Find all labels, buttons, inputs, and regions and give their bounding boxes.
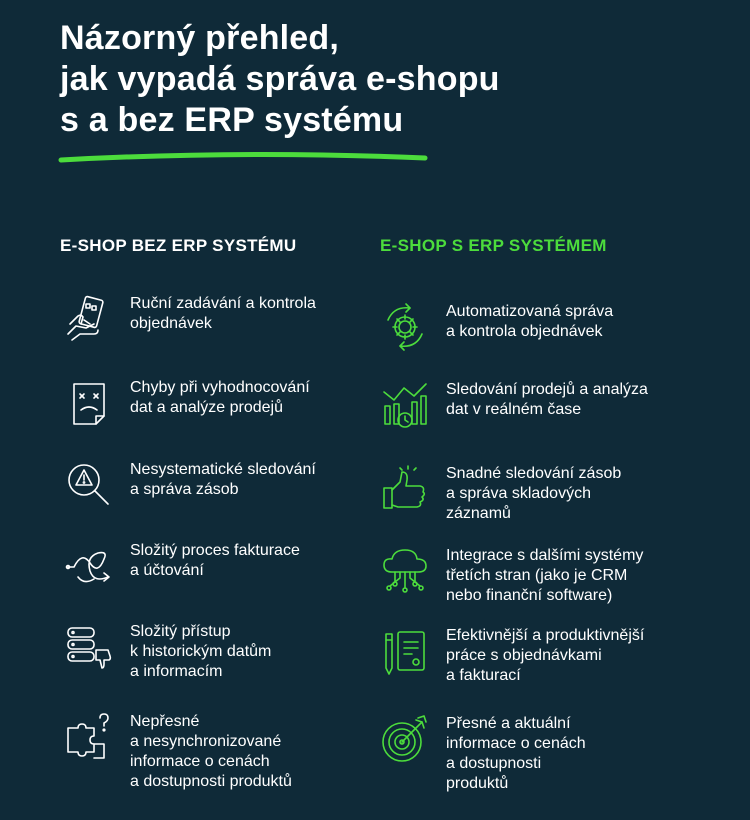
label-line: záznamů — [446, 505, 511, 522]
label-line: dat a analýze prodejů — [130, 399, 283, 416]
sad-document-icon — [64, 378, 114, 428]
label-line: Automatizovaná správa — [446, 303, 614, 320]
label-line: k historickým datům — [130, 643, 272, 660]
label-line: Ruční zadávání a kontrola — [130, 295, 316, 312]
gear-cycle-icon — [380, 302, 430, 352]
item-label — [130, 712, 370, 792]
label-line: Nepřesné — [130, 713, 200, 730]
list-item — [64, 460, 370, 510]
label-line: a správa skladových — [446, 485, 591, 502]
label-line: Přesné a aktuální — [446, 715, 571, 732]
label-line: informace o cenách — [130, 753, 270, 770]
label-line: Složitý přístup — [130, 623, 231, 640]
pencil-document-icon — [380, 626, 430, 676]
item-label — [130, 378, 370, 418]
label-line: produktů — [446, 775, 509, 792]
list-item — [64, 541, 370, 591]
list-item — [64, 712, 370, 792]
list-item — [380, 714, 696, 794]
title-line: Názorný přehled, — [60, 19, 340, 57]
database-thumbs-down-icon — [64, 622, 114, 672]
item-label — [446, 464, 696, 524]
right-column-heading: E-SHOP S ERP SYSTÉMEM — [380, 236, 607, 255]
label-line: a informacím — [130, 663, 223, 680]
page-title — [60, 18, 500, 141]
list-item — [380, 626, 696, 686]
label-line: Chyby při vyhodnocování — [130, 379, 310, 396]
item-label — [446, 626, 696, 686]
label-line: a dostupnosti produktů — [130, 773, 292, 790]
label-line: a fakturací — [446, 667, 521, 684]
bar-chart-clock-icon — [380, 380, 430, 430]
puzzle-question-icon — [64, 712, 114, 762]
label-line: Integrace s dalšími systémy — [446, 547, 644, 564]
label-line: a dostupnosti — [446, 755, 542, 772]
label-line: Efektivnější a produktivnější — [446, 627, 645, 644]
label-line: Snadné sledování zásob — [446, 465, 622, 482]
cloud-network-icon — [380, 546, 430, 596]
list-item — [64, 622, 370, 682]
label-line: Složitý proces fakturace — [130, 542, 300, 559]
label-line: a správa zásob — [130, 481, 239, 498]
hand-with-card-icon — [64, 294, 114, 344]
list-item — [380, 546, 696, 606]
title-line: s a bez ERP systému — [60, 101, 404, 139]
label-line: Sledování prodejů a analýza — [446, 381, 648, 398]
item-label — [446, 714, 696, 794]
item-label — [446, 380, 696, 420]
list-item — [380, 380, 696, 430]
title-underline — [58, 146, 428, 166]
left-column-heading: E-SHOP BEZ ERP SYSTÉMU — [60, 236, 297, 255]
item-label — [446, 546, 696, 606]
thumbs-up-icon — [380, 464, 430, 514]
list-item — [380, 464, 696, 524]
item-label — [130, 622, 370, 682]
label-line: a nesynchronizované — [130, 733, 282, 750]
item-label — [130, 294, 370, 334]
item-label — [130, 541, 370, 581]
list-item — [64, 294, 370, 344]
target-arrow-icon — [380, 714, 430, 764]
label-line: a účtování — [130, 562, 204, 579]
title-line: jak vypadá správa e-shopu — [60, 60, 500, 98]
item-label — [130, 460, 370, 500]
tangled-arrows-icon — [64, 541, 114, 591]
label-line: práce s objednávkami — [446, 647, 602, 664]
label-line: nebo finanční software) — [446, 587, 613, 604]
list-item — [64, 378, 370, 428]
item-label — [446, 302, 696, 342]
label-line: dat v reálném čase — [446, 401, 582, 418]
label-line: třetích stran (jako je CRM — [446, 567, 628, 584]
label-line: Nesystematické sledování — [130, 461, 316, 478]
label-line: a kontrola objednávek — [446, 323, 603, 340]
label-line: objednávek — [130, 315, 212, 332]
list-item — [380, 302, 696, 352]
warning-magnifier-icon — [64, 460, 114, 510]
label-line: informace o cenách — [446, 735, 586, 752]
